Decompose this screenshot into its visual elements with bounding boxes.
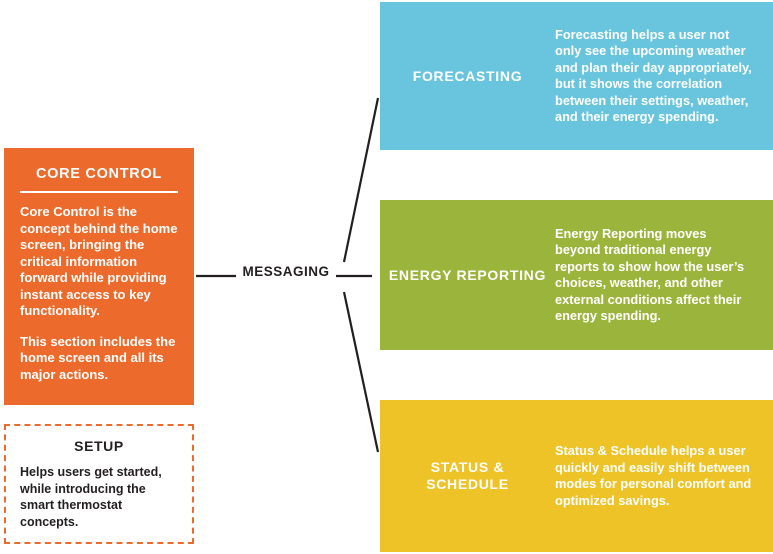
- core-control-paragraph-2: This section includes the home screen and all its major actions.: [20, 333, 176, 382]
- core-control-paragraph-1: Core Control is the concept behind the home screen, bringing the critical information forward while providing instant access to key functionality.: [20, 204, 178, 318]
- branch-status-schedule-label-cell: [380, 400, 555, 552]
- branch-energy-reporting-text-cell: [555, 200, 773, 350]
- branch-status-schedule-label: STATUS & SCHEDULE: [426, 459, 509, 492]
- connector-hub-to-forecasting: [344, 98, 378, 262]
- core-control-title: CORE CONTROL: [35, 166, 162, 182]
- branch-status-schedule: [380, 400, 773, 552]
- branch-forecasting-text: Forecasting helps a user not only see the upcoming weather and plan their day appropriately, but it shows the correlation between their settings, weather, and their energy spending.: [555, 26, 752, 124]
- setup-box: [4, 424, 194, 544]
- messaging-hub-label: MESSAGING: [242, 264, 330, 279]
- branch-forecasting-label: FORECASTING: [412, 67, 523, 84]
- core-control-divider: [20, 191, 178, 193]
- core-control-box: [4, 148, 194, 405]
- setup-title: SETUP: [74, 438, 124, 454]
- branch-forecasting-label-cell: [380, 2, 555, 150]
- branch-energy-reporting-text: Energy Reporting moves beyond traditional energy reports to show how the user’s choices, weather, and other external conditions affect their energy spending.: [555, 225, 745, 323]
- branch-status-schedule-text-cell: [555, 400, 773, 552]
- branch-energy-reporting: [380, 200, 773, 350]
- connector-hub-to-status: [344, 292, 378, 452]
- branch-energy-reporting-label: ENERGY REPORTING: [388, 266, 547, 283]
- branch-forecasting: [380, 2, 773, 150]
- setup-paragraph: Helps users get started, while introducing the smart thermostat concepts.: [20, 465, 162, 529]
- branch-status-schedule-text: Status & Schedule helps a user quickly and easily shift between modes for personal comfort and optimized savings.: [555, 443, 752, 508]
- branch-energy-reporting-label-cell: [380, 200, 555, 350]
- branch-forecasting-text-cell: [555, 2, 773, 150]
